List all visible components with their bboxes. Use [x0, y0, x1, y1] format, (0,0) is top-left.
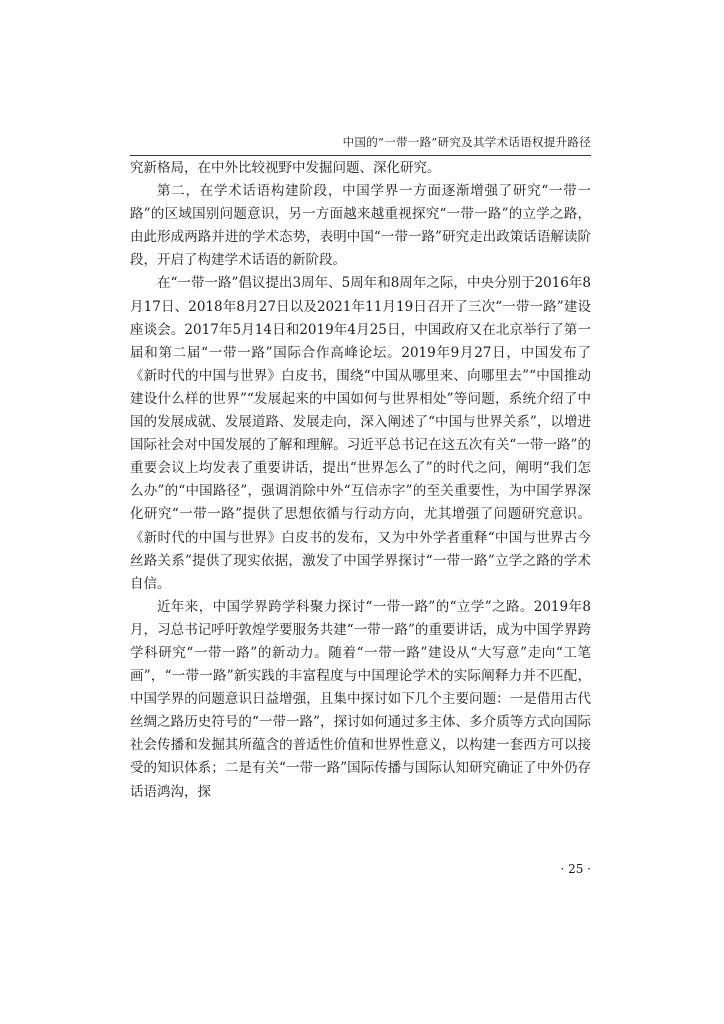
body-text [130, 157, 591, 804]
paragraph-anniversaries: 在“一带一路”倡议提出3周年、5周年和8周年之际，中央分别于2016年8月17日、2018年8月27日以及2021年11月19日召开了三次“一带一路”建设座谈会。2017年5月14日和2019年4月25日，中国政府又在北京举行了第一届和第二届“一带一路”国际合作高峰论坛。2019年9月27日，中国发布了《新时代的中国与世界》白皮书，围绕“中国从哪里来、向哪里去”“中国推动建设什么样的世界”“发展起来的中国如何与世界相处”等问题，系统介绍了中国的发展成就、发展道路、发展走向，深入阐述了“中国与世界关系”，以增进国际社会对中国发展的了解和理解。习近平总书记在这五次有关“一带一路”的重要会议上均发表了重要讲话，提出“世界怎么了”的时代之问，阐明“我们怎么办”的“中国路径”，强调消除中外“互信赤字”的至关重要性，为中国学界深化研究“一带一路”提供了思想依循与行动方向，尤其增强了问题研究意识。《新时代的中国与世界》白皮书的发布，又为中外学者重释“中国与世界古今丝路关系”提供了现实依据，激发了中国学界探讨“一带一路”立学之路的学术自信。 [130, 275, 591, 592]
paragraph-academic-discourse: 第二，在学术话语构建阶段，中国学界一方面逐渐增强了研究“一带一路”的区域国别问题意识，另一方面越来越重视探究“一带一路”的立学之路，由此形成两路并进的学术态势，表明中国“一带一路”研究走出政策话语解读阶段，开启了构建学术话语的新阶段。 [130, 183, 591, 269]
page-number: · 25 · [560, 862, 591, 876]
paragraph-continuation: 究新格局，在中外比较视野中发掘问题、深化研究。 [130, 160, 441, 176]
running-header: 中国的“一带一路”研究及其学术话语权提升路径 [130, 134, 591, 156]
paragraph-recent-years: 近年来，中国学界跨学科聚力探讨“一带一路”的“立学”之路。2019年8月，习总书记呼吁敦煌学要服务共建“一带一路”的重要讲话，成为中国学界跨学科研究“一带一路”的新动力。随着“一带一路”建设从“大写意”走向“工笔画”，“一带一路”新实践的丰富程度与中国理论学术的实际阐释力并不匹配，中国学界的问题意识日益增强，且集中探讨如下几个主要问题：一是借用古代丝绸之路历史符号的“一带一路”，探讨如何通过多主体、多介质等方式向国际社会传播和发掘其所蕴含的普适性价值和世界性意义，以构建一套西方可以接受的知识体系；二是有关“一带一路”国际传播与国际认知研究确证了中外仍存话语鸿沟，探 [130, 598, 591, 800]
